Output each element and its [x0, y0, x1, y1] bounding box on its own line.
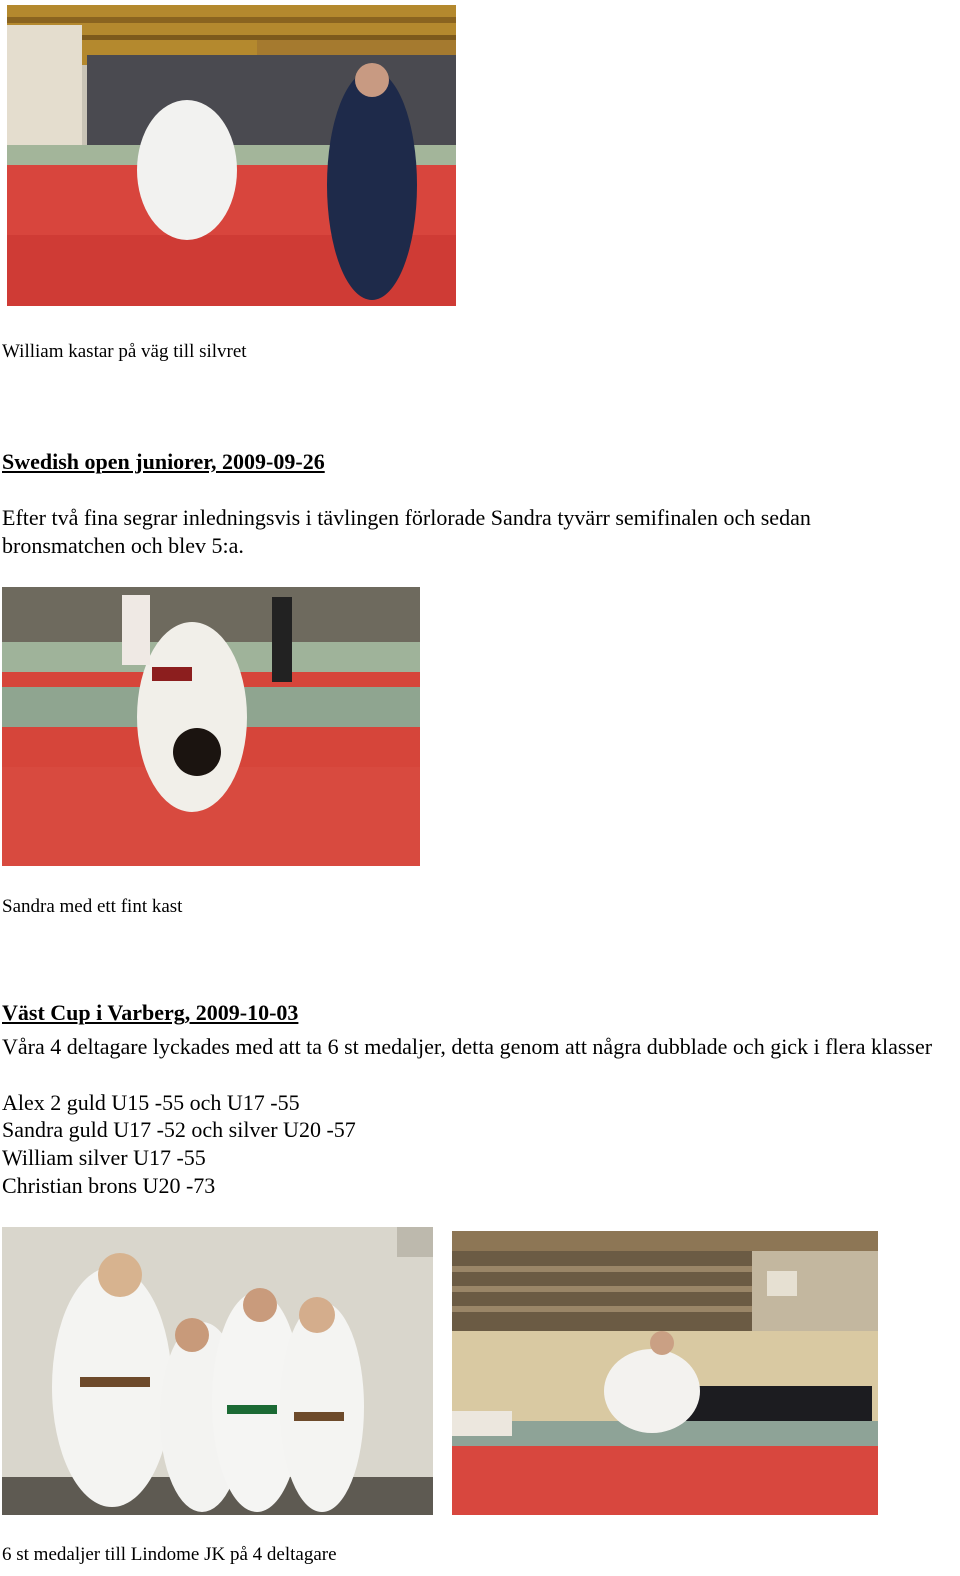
photo-match-hall: [452, 1231, 878, 1515]
heading-swedish-open: Swedish open juniorer, 2009-09-26: [2, 449, 325, 474]
caption-medals: 6 st medaljer till Lindome JK på 4 deltagare: [2, 1544, 337, 1565]
paragraph-swedish-open: Efter två fina segrar inledningsvis i tävlingen förlorade Sandra tyvärr semifinalen och sedan bronsmatchen och blev 5:a.: [2, 505, 811, 558]
result-line-christian: Christian brons U20 -73: [2, 1173, 216, 1198]
result-line-william: William silver U17 -55: [2, 1145, 206, 1170]
heading-vast-cup: Väst Cup i Varberg, 2009-10-03: [2, 1000, 299, 1025]
result-line-alex: Alex 2 guld U15 -55 och U17 -55: [2, 1090, 300, 1115]
photo-team-medals: [2, 1227, 433, 1515]
paragraph-vast-cup: Våra 4 deltagare lyckades med att ta 6 st medaljer, detta genom att några dubblade och gick i flera klasser: [2, 1034, 933, 1059]
caption-sandra: Sandra med ett fint kast: [2, 896, 183, 917]
result-line-sandra: Sandra guld U17 -52 och silver U20 -57: [2, 1117, 356, 1142]
caption-william: William kastar på väg till silvret: [2, 341, 247, 362]
photo-william-throw: [7, 5, 456, 306]
photo-sandra-throw: [2, 587, 420, 866]
